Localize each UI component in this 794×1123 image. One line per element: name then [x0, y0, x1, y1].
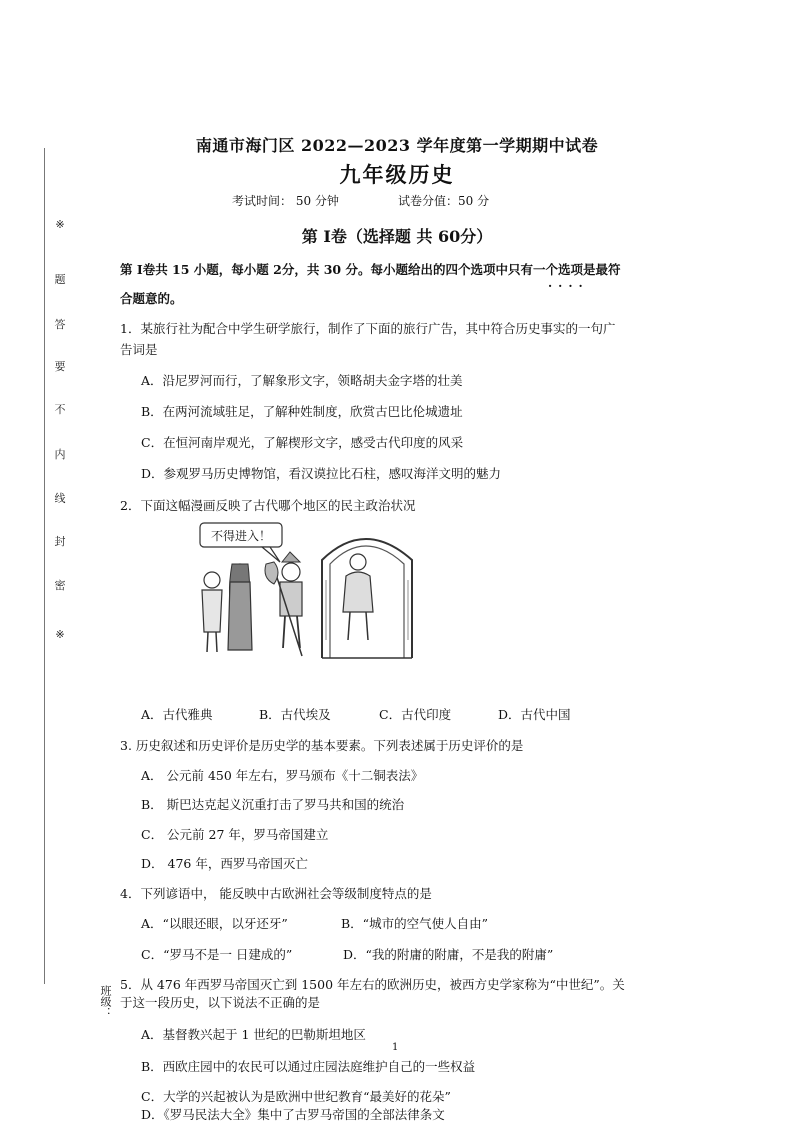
binding-char: ※: [55, 628, 65, 641]
question-2-option-a: A．古代雅典: [141, 707, 213, 722]
binding-char: ※: [55, 218, 65, 231]
exam-time: 考试时间： 50 分钟: [232, 194, 339, 208]
binding-char: 不: [54, 403, 66, 416]
question-3-option-b: B． 斯巴达克起义沉重打击了罗马共和国的统治: [141, 797, 405, 812]
question-1-option-a: A．沿尼罗河而行，了解象形文字，领略胡夫金字塔的壮美: [141, 373, 463, 388]
instruction: 合题意的。: [120, 291, 183, 306]
question-3-stem: 3. 历史叙述和历史评价是历史学的基本要素。下列表述属于历史评价的是: [120, 738, 524, 753]
question-5-option-c: C．大学的兴起被认为是欧洲中世纪教育“最美好的花朵”: [141, 1089, 451, 1104]
question-5-stem: 于这一段历史，以下说法不正确的是: [120, 995, 321, 1010]
question-1-stem: 告词是: [120, 342, 158, 357]
question-5-stem: 5．从 476 年西罗马帝国灭亡到 1500 年左右的欧洲历史，被西方史学家称为“中世纪”。关: [120, 977, 625, 992]
emphasis-dots: ····: [548, 279, 589, 293]
binding-char: 线: [54, 492, 66, 505]
question-4-option-c: C．“罗马不是一 日建成的”: [141, 947, 293, 962]
exam-subject: 九年级历史: [339, 162, 455, 187]
binding-char: 答: [54, 318, 66, 331]
class-label: 班级：: [99, 985, 112, 1018]
question-3-option-d: D． 476 年，西罗马帝国灭亡: [141, 856, 308, 871]
question-5-option-a: A．基督教兴起于 1 世纪的巴勒斯坦地区: [141, 1027, 366, 1042]
question-5-option-d: D．《罗马民法大全》集中了古罗马帝国的全部法律条文: [141, 1107, 445, 1122]
question-1-option-b: B．在两河流域驻足，了解种姓制度，欣赏古巴比伦城遗址: [141, 404, 463, 419]
binding-char: 内: [54, 448, 66, 461]
page-number: 1: [392, 1042, 399, 1053]
question-1-option-d: D．参观罗马历史博物馆，看汉谟拉比石柱，感叹海洋文明的魅力: [141, 466, 502, 481]
section-title: 第 Ⅰ卷（选择题 共 60分）: [301, 227, 493, 246]
question-1-stem: 1．某旅行社为配合中学生研学旅行，制作了下面的旅行广告，其中符合历史事实的一句广: [120, 321, 616, 336]
question-2-option-b: B．古代埃及: [259, 707, 331, 722]
binding-line: [44, 148, 45, 984]
question-3-option-c: C． 公元前 27 年，罗马帝国建立: [141, 827, 329, 842]
question-5-option-b: B．西欧庄园中的农民可以通过庄园法庭维护自己的一些权益: [141, 1059, 476, 1074]
question-2-option-d: D．古代中国: [498, 707, 571, 722]
binding-char: 密: [54, 579, 66, 592]
question-2-option-c: C．古代印度: [379, 707, 452, 722]
binding-char: 要: [54, 360, 66, 373]
question-4-option-d: D．“我的附庸的附庸，不是我的附庸”: [343, 947, 554, 962]
question-4-stem: 4．下列谚语中， 能反映中古欧洲社会等级制度特点的是: [120, 886, 432, 901]
question-1-option-c: C．在恒河南岸观光，了解楔形文字，感受古代印度的风采: [141, 435, 464, 450]
exam-title: 南通市海门区 2022—2023 学年度第一学期期中试卷: [195, 136, 599, 155]
question-2-stem: 2．下面这幅漫画反映了古代哪个地区的民主政治状况: [120, 498, 416, 513]
binding-char: 题: [54, 273, 66, 286]
binding-char: 封: [54, 535, 66, 548]
question-4-option-b: B．“城市的空气使人自由”: [341, 916, 488, 931]
exam-score: 试卷分值：50 分: [398, 194, 490, 208]
question-3-option-a: A． 公元前 450 年左右，罗马颁布《十二铜表法》: [141, 768, 424, 783]
democracy-cartoon: [190, 520, 420, 660]
cartoon-speech-text: 不得进入！: [210, 529, 272, 543]
instruction: 第 Ⅰ卷共 15 小题，每小题 2分，共 30 分。每小题给出的四个选项中只有一个选项是最符: [120, 262, 621, 277]
question-4-option-a: A．“以眼还眼，以牙还牙”: [141, 916, 288, 931]
